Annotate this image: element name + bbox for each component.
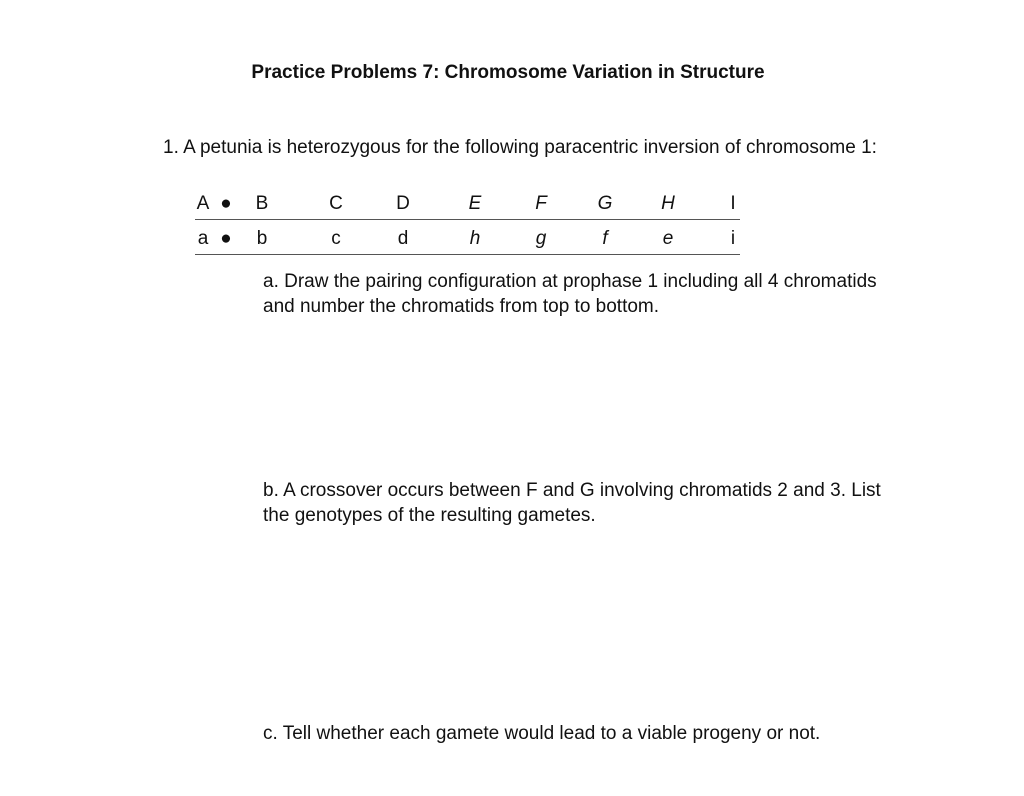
gene-label: I (730, 193, 736, 214)
question-1b-text: b. A crossover occurs between F and G involving chromatids 2 and 3. List the genotypes of the resulting gametes. (263, 480, 881, 526)
gene-label: G (597, 193, 613, 214)
centromere-icon: ● (220, 193, 232, 214)
gene-label: b (256, 228, 268, 249)
centromere-icon: ● (220, 228, 232, 249)
gene-label: f (602, 228, 608, 249)
gene-label: F (535, 193, 547, 214)
question-1a-text: a. Draw the pairing configuration at prophase 1 including all 4 chromatids and number the chromatids from top to bottom. (263, 271, 877, 317)
gene-label: g (535, 228, 547, 249)
gene-label: H (661, 193, 675, 214)
gene-label: a (197, 228, 209, 249)
gene-label: C (329, 193, 343, 214)
chromosome-top (195, 191, 740, 220)
gene-label: E (468, 193, 482, 214)
gene-label: c (331, 228, 341, 249)
gene-label: A (196, 193, 210, 214)
page-title: Practice Problems 7: Chromosome Variation in Structure (251, 62, 765, 83)
chromosome-bottom (195, 226, 740, 255)
gene-label: B (255, 193, 269, 214)
gene-label: D (396, 193, 410, 214)
gene-label: h (469, 228, 481, 249)
gene-label: e (662, 228, 674, 249)
question-1-text: 1. A petunia is heterozygous for the following paracentric inversion of chromosome 1: (163, 137, 877, 158)
gene-label: i (730, 228, 736, 249)
question-1c-text: c. Tell whether each gamete would lead to a viable progeny or not. (263, 723, 821, 744)
gene-label: d (397, 228, 409, 249)
